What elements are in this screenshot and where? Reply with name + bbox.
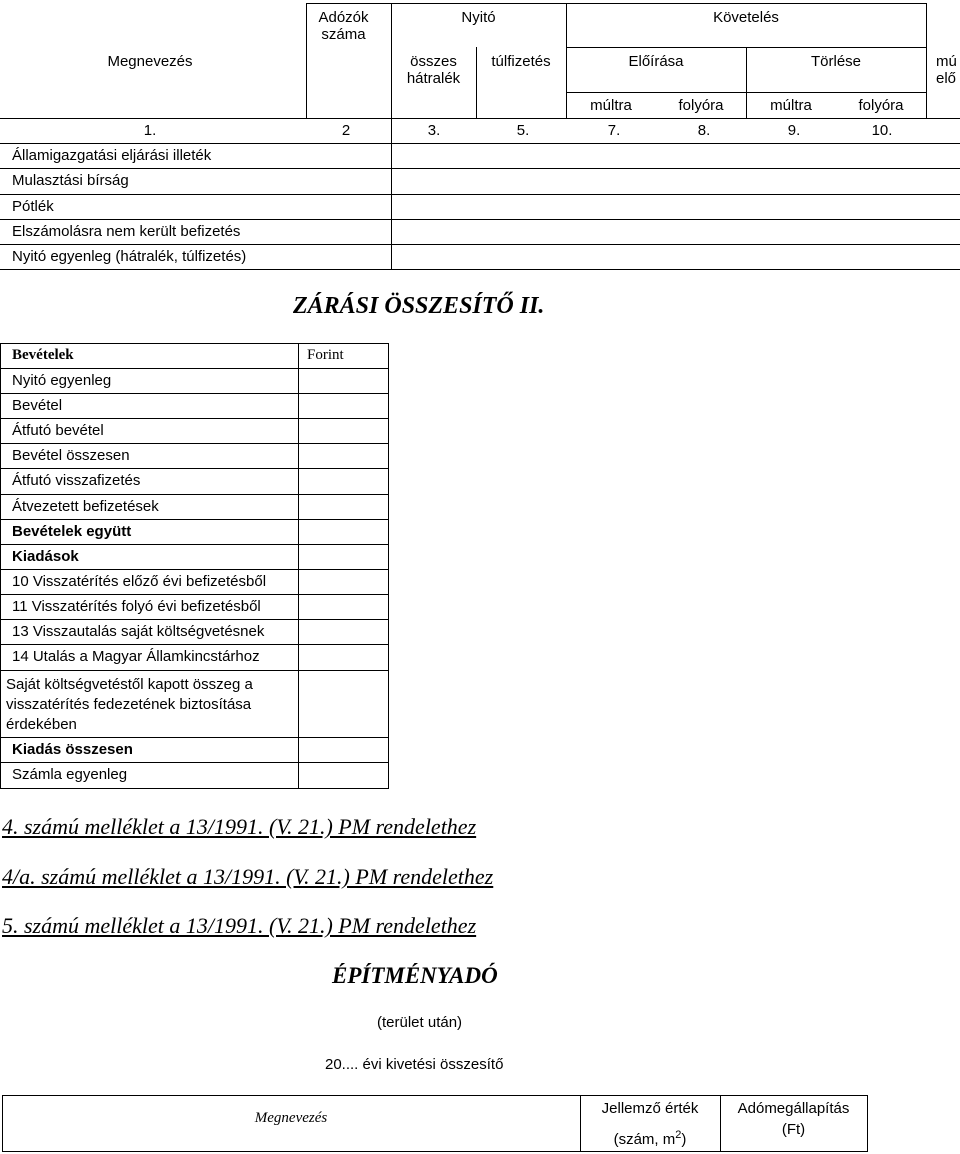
column-number: 5.: [516, 122, 530, 139]
zarasi-row-label: Bevételek együtt: [12, 523, 132, 540]
zarasi-row-label: Saját költségvetéstől kapott összeg a visszatérítés fedezetének biztosítása érdekében: [6, 676, 253, 733]
epitmeny-header-adomegallapitas-unit: (Ft): [781, 1121, 806, 1138]
zarasi-row-label: Átvezetett befizetések: [12, 498, 159, 515]
zarasi-row-label: Kiadás összesen: [12, 741, 133, 758]
table-row-label: Mulasztási bírság: [12, 172, 129, 189]
zarasi-row-label: Számla egyenleg: [12, 766, 128, 783]
zarasi-row-label: 13 Visszautalás saját költségvetésnek: [12, 623, 265, 640]
header-tulfizetes: túlfizetés: [491, 53, 551, 70]
column-number: 2: [341, 122, 351, 139]
header-folyora-2: folyóra: [858, 97, 904, 114]
zarasi-row-label: Átfutó visszafizetés: [12, 472, 141, 489]
jellemzo-unit-prefix: (szám, m: [613, 1131, 676, 1148]
zarasi-row-label: Bevétel: [12, 397, 63, 414]
annex-heading-4a: 4/a. számú melléklet a 13/1991. (V. 21.) PM rendelethez: [2, 864, 494, 889]
jellemzo-unit-sup: 2: [675, 1129, 682, 1141]
epitmenyado-subtitle: (terület után): [377, 1014, 463, 1031]
zarasi-row-label: 10 Visszatérítés előző évi befizetésből: [12, 573, 267, 590]
header-multra-2: múltra: [770, 97, 812, 114]
header-nyito: Nyitó: [461, 9, 496, 26]
header-koveteles: Követelés: [713, 9, 779, 26]
epitmenyado-title: ÉPÍTMÉNYADÓ: [332, 963, 498, 988]
zarasi-row-label: 14 Utalás a Magyar Államkincstárhoz: [12, 648, 260, 665]
table-row-label: Elszámolásra nem került befizetés: [12, 223, 241, 240]
epitmeny-header-adomegallapitas: Adómegállapítás: [737, 1100, 850, 1117]
column-number: 1.: [143, 122, 157, 139]
header-adozok-szama: Adózók száma: [318, 9, 369, 43]
column-number: 3.: [427, 122, 441, 139]
zarasi-row-label: 11 Visszatérítés folyó évi befizetésből: [12, 598, 261, 615]
annex-heading-4: 4. számú melléklet a 13/1991. (V. 21.) PM rendelethez: [2, 814, 477, 839]
zarasi-row-label: Nyitó egyenleg: [12, 372, 112, 389]
zarasi-row-label: Átfutó bevétel: [12, 422, 104, 439]
zarasi-header-unit: Forint: [307, 347, 344, 363]
header-osszes-hatralek: összes hátralék: [406, 53, 461, 87]
epitmeny-header-megnevezes: Megnevezés: [254, 1110, 328, 1126]
header-cut-off: mú elő: [936, 53, 957, 87]
header-folyora-1: folyóra: [678, 97, 724, 114]
epitmeny-header-jellemzo-unit: [580, 1127, 720, 1148]
jellemzo-unit-suffix: ): [681, 1131, 687, 1148]
epitmenyado-year-line: 20.... évi kivetési összesítő: [325, 1056, 504, 1073]
zarasi-title: ZÁRÁSI ÖSSZESÍTŐ II.: [293, 293, 545, 319]
annex-heading-5: 5. számú melléklet a 13/1991. (V. 21.) PM rendelethez: [2, 913, 477, 938]
zarasi-row-label: Kiadások: [12, 548, 79, 565]
zarasi-row-label: Bevétel összesen: [12, 447, 130, 464]
column-number: 9.: [787, 122, 801, 139]
header-eloirasa: Előírása: [628, 53, 684, 70]
table-row-label: Pótlék: [12, 198, 54, 215]
zarasi-header-label: Bevételek: [12, 347, 74, 363]
header-torlese: Törlése: [810, 53, 862, 70]
table-row-label: Nyitó egyenleg (hátralék, túlfizetés): [12, 248, 247, 265]
header-megnevezes: Megnevezés: [107, 53, 193, 70]
column-number: 10.: [871, 122, 893, 139]
table-row-label: Államigazgatási eljárási illeték: [12, 147, 212, 164]
epitmeny-header-jellemzo: Jellemző érték: [601, 1100, 699, 1117]
header-multra-1: múltra: [590, 97, 632, 114]
column-number: 7.: [607, 122, 621, 139]
column-number: 8.: [697, 122, 711, 139]
